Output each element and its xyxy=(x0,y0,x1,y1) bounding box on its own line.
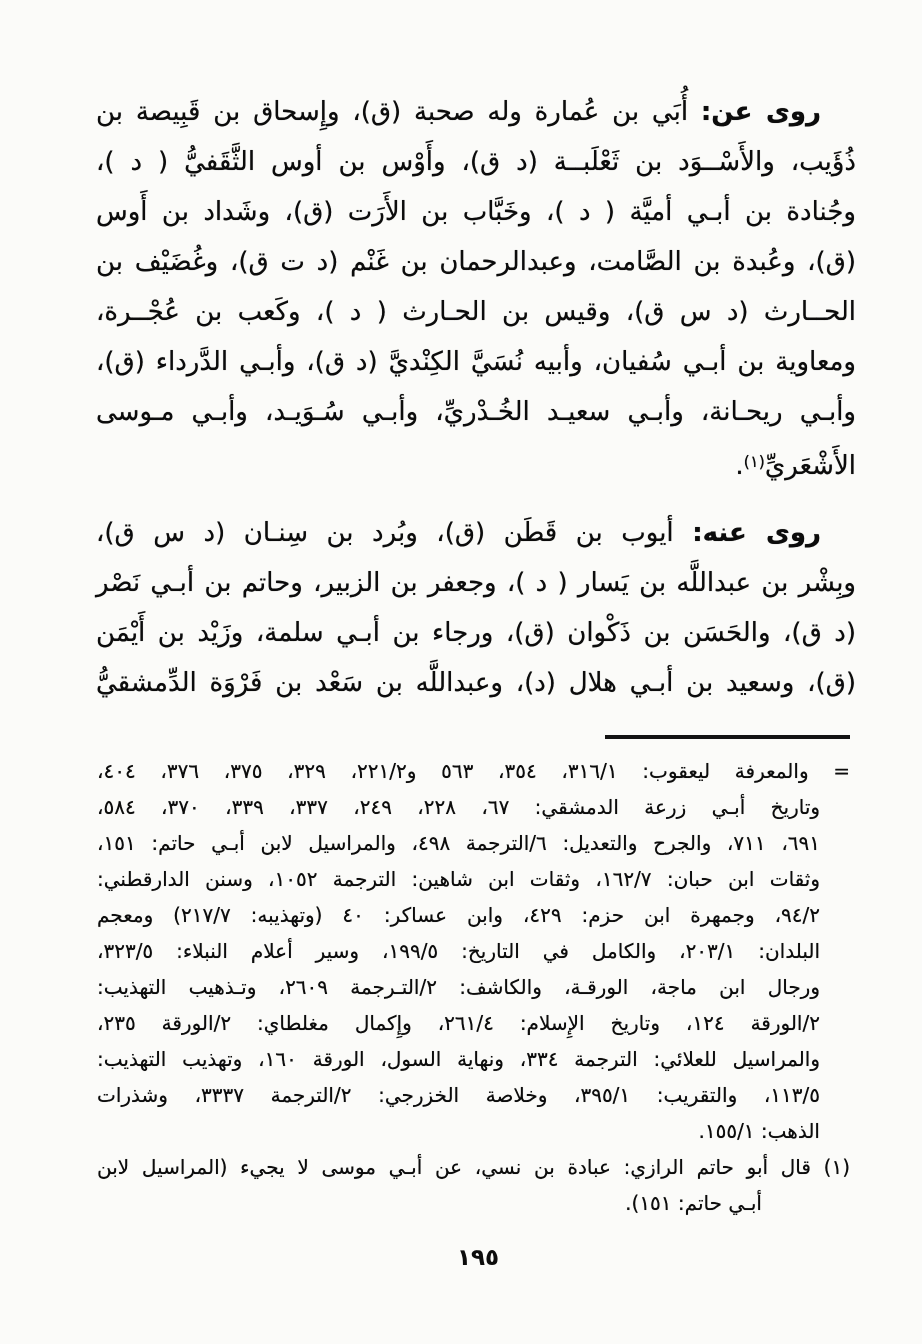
footnote-continuation xyxy=(97,753,850,1149)
footnote-line: (١) قال أبو حاتم الرازي: عبادة بن نسي، عن أبـي موسى لا يجيء (المراسيل لابن xyxy=(97,1155,850,1179)
footnote-line: = والمعرفة ليعقوب: ٣١٦/١، ٣٥٤، ٥٦٣ و٢٢١/٢، ٣٢٩، ٣٧٥، ٣٧٦، ٤٠٤، xyxy=(97,759,851,783)
footnote-line: الذهب: ١٥٥/١. xyxy=(698,1119,820,1143)
body-line-text: أيوب بن قَطَن (ق)، وبُرد بن سِنـان (د س ق)، xyxy=(96,518,674,548)
narrated-from-paragraph xyxy=(96,87,856,491)
body-line: (د ق)، والحَسَن بن ذَكْوان (ق)، ورجاء بن أبـي سلمة، وزَيْد بن أَيْمَن xyxy=(96,618,856,648)
body-line xyxy=(96,508,856,558)
footnote-line: وثقات ابن حبان: ١٦٢/٧، وثقات ابن شاهين: الترجمة ١٠٥٢، وسنن الدارقطني: xyxy=(97,867,820,891)
body-line xyxy=(96,87,856,137)
body-line: وبِشْر بن عبداللَّه بن يَسار ( د )، وجعفر بن الزبير، وحاتم بن أبـي نَصْر xyxy=(96,568,856,598)
body-line: ذُؤَيب، والأَسْــوَد بن ثَعْلَبــة (د ق)، وأَوْس بن أوس الثَّقَفيُّ ( د )، xyxy=(96,147,856,177)
body-line: (ق)، وسعيد بن أبـي هلال (د)، وعبداللَّه بن سَعْد بن فَرْوَة الدِّمشقيُّ xyxy=(96,668,856,698)
footnote-separator-rule xyxy=(605,735,850,739)
body-line xyxy=(96,437,856,491)
body-line: (ق)، وعُبدة بن الصَّامت، وعبدالرحمان بن غَنْم (د ت ق)، وغُضَيْف بن xyxy=(96,247,856,277)
narrated-from-label: روى عن: xyxy=(700,97,821,127)
biography-text xyxy=(96,87,856,708)
footnote-line: ورجال ابن ماجة، الورقـة، والكاشف: ٢/التـرجمة ٢٦٠٩، وتـذهيب التهذيب: xyxy=(97,975,821,999)
body-line: وجُنادة بن أبـي أميَّة ( د )، وخَبَّاب بن الأَرَت (ق)، وشَداد بن أَوس xyxy=(96,197,856,227)
page-number xyxy=(0,1245,922,1271)
page-number-value: ١٩٥ xyxy=(456,1245,500,1271)
body-line: ومعاوية بن أبـي سُفيان، وأبيه نُسَيَّ الكِنْديَّ (د ق)، وأبـي الدَّرداء (ق)، xyxy=(96,347,856,377)
sentence-period: . xyxy=(735,451,744,481)
footnote-line: أبـي حاتم: ١٥١). xyxy=(625,1191,762,1215)
body-line: وأبـي ريحـانة، وأبـي سعيـد الخُـدْريِّ، وأبـي سُـوَيـد، وأبـي مـوسى xyxy=(96,397,856,427)
footnote-line: ٩٤/٢، وجمهرة ابن حزم: ٤٢٩، وابن عساكر: ٤٠ (وتهذيبه: ٢١٧/٧) ومعجم xyxy=(97,903,820,927)
body-line: الحــارث (د س ق)، وقيس بن الحـارث ( د )، وكَعب بن عُجْــرة، xyxy=(96,297,856,327)
footnote-line: وتاريخ أبـي زرعة الدمشقي: ٦٧، ٢٢٨، ٢٤٩، ٣٣٧، ٣٣٩، ٣٧٠، ٥٨٤، xyxy=(97,795,821,819)
footnote-1-reference: (١) xyxy=(743,452,765,471)
footnote-line: والمراسيل للعلائي: الترجمة ٣٣٤، ونهاية السول، الورقة ١٦٠، وتهذيب التهذيب: xyxy=(97,1047,820,1071)
footnote-line: ٢/الورقة ١٢٤، وتاريخ الإِسلام: ٢٦١/٤، وإِكمال مغلطاي: ٢/الورقة ٢٣٥، xyxy=(97,1011,820,1035)
narrated-by-label: روى عنه: xyxy=(692,518,821,548)
body-line-text: أُبَي بن عُمارة وله صحبة (ق)، وإِسحاق بن قَبِيصة بن xyxy=(96,97,689,127)
footnote-1 xyxy=(97,1149,850,1221)
footnote-line: ١١٣/٥، والتقريب: ٣٩٥/١، وخلاصة الخزرجي: ٢/الترجمة ٣٣٣٧، وشذرات xyxy=(97,1083,821,1107)
footnote-line: ٦٩١، ٧١١، والجرح والتعديل: ٦/الترجمة ٤٩٨، والمراسيل لابن أبـي حاتم: ١٥١، xyxy=(97,831,821,855)
body-line-text: الأَشْعَريِّ xyxy=(764,451,856,481)
footnote-line: البلدان: ٢٠٣/١، والكامل في التاريخ: ١٩٩/٥، وسير أعلام النبلاء: ٣٢٣/٥، xyxy=(97,939,820,963)
footnotes-section xyxy=(97,753,850,1221)
narrated-by-paragraph xyxy=(96,508,856,708)
